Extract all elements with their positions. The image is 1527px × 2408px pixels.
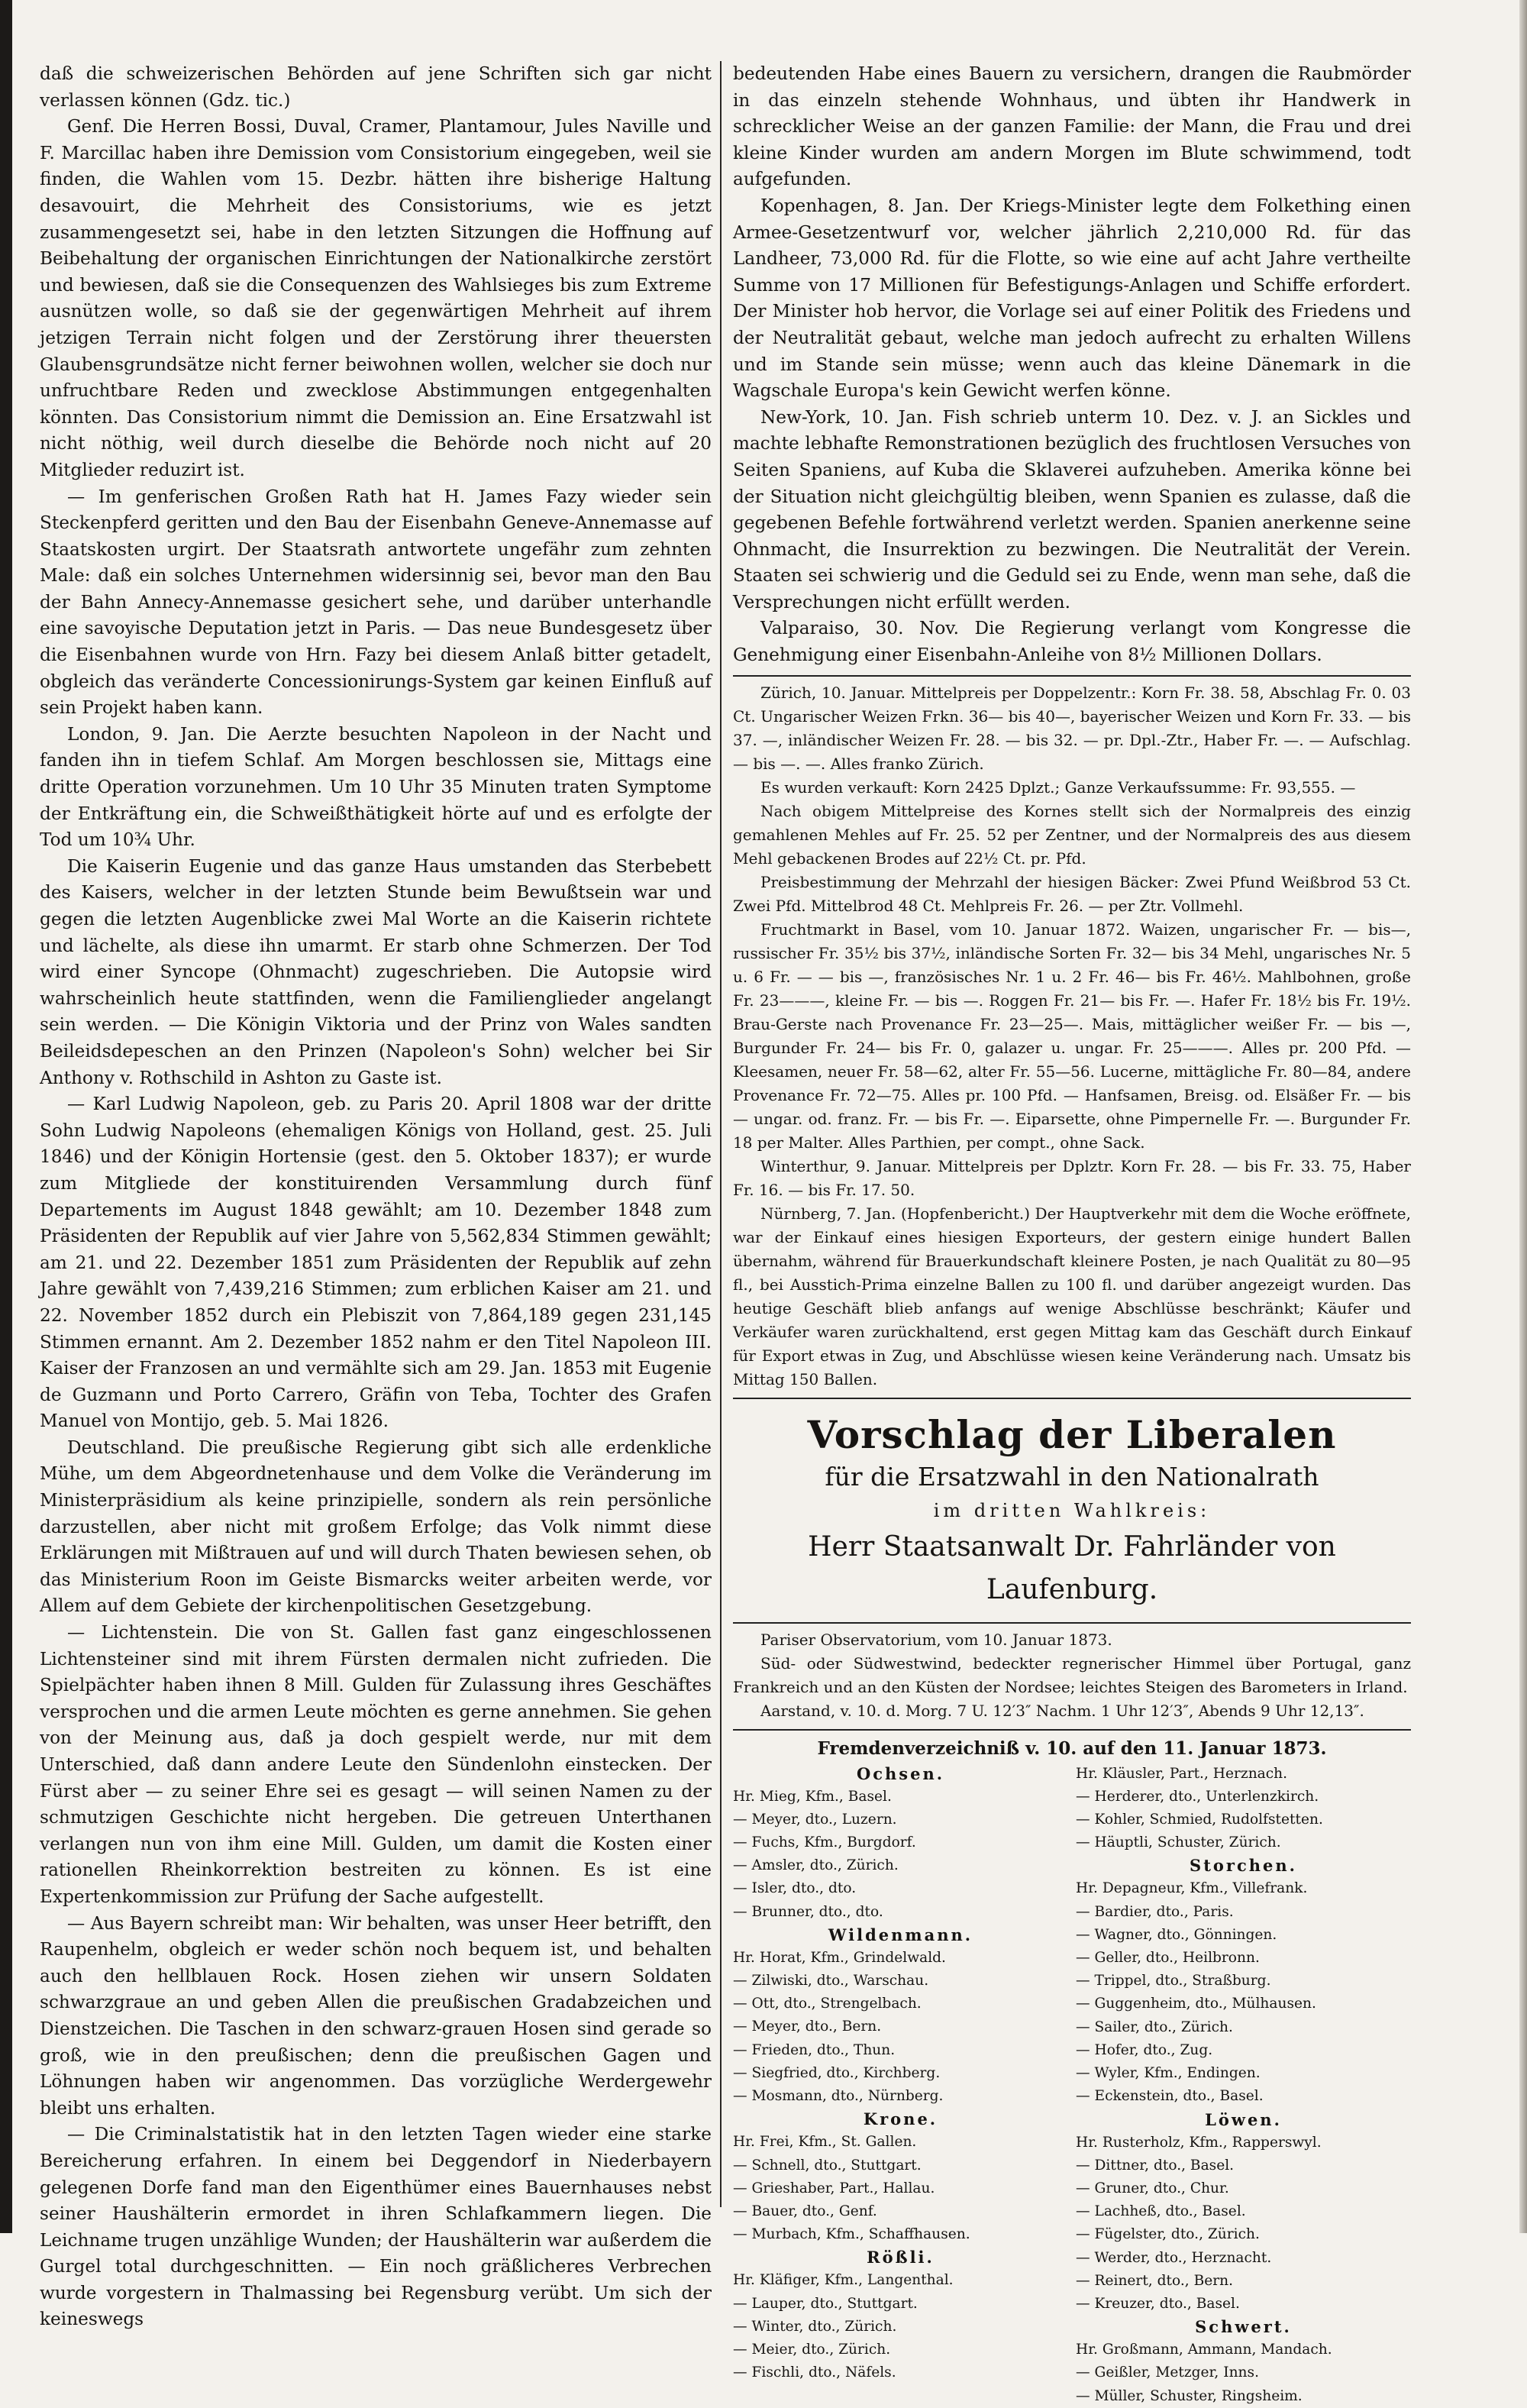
guest-entry: — Müller, Schuster, Ringsheim. <box>1076 2387 1303 2404</box>
guest-entry: — Frieden, dto., Thun. <box>733 2041 896 2058</box>
guest-entry: Hr. Kläusler, Part., Herznach. <box>1076 1765 1288 1782</box>
guest-entry: Hr. Depagneur, Kfm., Villefrank. <box>1076 1880 1308 1897</box>
guest-list-title: Fremdenverzeichniß v. 10. auf den 11. Januar 1873. <box>817 1737 1327 1759</box>
market-report-paragraph: Fruchtmarkt in Basel, vom 10. Januar 1872. Waizen, ungarischer Fr. — bis—, russischer Fr. 35½ bis 37½, inländische Sorten Fr. 32— bis 34 Mehl, ungarisches Nr. 5 u. 6 Fr. — — bis —, französisches Nr. 1 u. 2 Fr. 46— bis Fr. 46½. Mahlbohnen, große Fr. 23———, kleine Fr. — bis —. Roggen Fr. 21— bis Fr. —. Hafer Fr. 18½ bis Fr. 19½. Brau-Gerste nach Provenance Fr. 23—25—. Mais, mittäglicher weißer Fr. — bis —, Burgunder Fr. 24— bis Fr. 0, galazer u. ungar. Fr. 25———. Alles pr. 200 Pfd. — Kleesamen, neuer Fr. 58—62, alter Fr. 55—56. Lucerne, mittägliche Fr. 80—84, andere Provenance Fr. 72—75. Alles pr. 100 Pfd. — Hanfsamen, Breisg. od. Elsäßer Fr. — bis — ungar. od. franz. Fr. — bis Fr. —. Eiparsette, ohne Pimpernelle Fr. —. Burgunder Fr. 18 per Malter. Alles Parthien, per compt., ohne Sack. <box>733 920 1411 1152</box>
article-paragraph: Genf. Die Herren Bossi, Duval, Cramer, Plantamour, Jules Naville und F. Marcillac haben ihre Demission vom Consistorium eingegeben, weil sie finden, die Wahlen vom 15. Dezbr. hätten ihre bisherige Haltung desavouirt, die Mehrheit des Consistoriums, wie es jetzt zusammengesetzt sei, habe in den letzten Sitzungen die Hoffnung auf Beibehaltung der organischen Einrichtungen der Nationalkirche zerstört und bewiesen, daß sie die Consequenzen des Wahlsieges bis zum Extreme ausnützen wolle, so daß sie der gegenwärtigen Mehrheit auf ihrem jetzigen Terrain nicht folgen und der Zerstörung ihrer theuersten Glaubensgrundsätze nicht ferner beiwohnen wollen, welcher sie doch nur unfruchtbare Reden und zwecklose Abstimmungen entgegenhalten könnten. Das Consistorium nimmt die Demission an. Eine Ersatzwahl ist nicht nöthig, weil durch dieselbe die Behörde noch nicht auf 20 Mitglieder reduzirt ist. <box>40 116 712 480</box>
article-paragraph: bedeutenden Habe eines Bauern zu versichern, drangen die Raubmörder in das einzeln stehende Wohnhaus, und übten ihr Handwerk in schrecklicher Weise an der ganzen Familie: der Mann, die Frau und drei kleine Kinder wurden am andern Morgen im Blute schwimmend, todt aufgefunden. <box>733 63 1411 190</box>
guest-entry: Hr. Rusterholz, Kfm., Rapperswyl. <box>1076 2134 1322 2151</box>
guest-entry: — Ott, dto., Strengelbach. <box>733 1996 922 2012</box>
guest-entry: — Geller, dto., Heilbronn. <box>1076 1950 1260 1967</box>
scan-edge-right <box>1519 0 1527 2233</box>
guest-entry: — Trippel, dto., Straßburg. <box>1076 1973 1271 1989</box>
guest-entry: Hr. Kläfiger, Kfm., Langenthal. <box>733 2272 954 2289</box>
market-report-paragraph: Zürich, 10. Januar. Mittelpreis per Doppelzentr.: Korn Fr. 38. 58, Abschlag Fr. 0. 03 Ct. Ungarischer Weizen Frkn. 36— bis 40—, bayerischer Weizen und Korn Fr. 33. — bis 37. —, inländischer Weizen Fr. 28. — bis 32. — pr. Dpl.-Ztr., Haber Fr. —. — Aufschlag. — bis —. —. Alles franko Zürich. <box>733 683 1411 773</box>
guest-entry: — Fuchs, Kfm., Burgdorf. <box>733 1834 916 1851</box>
guest-entry: — Fügelster, dto., Zürich. <box>1076 2226 1260 2243</box>
market-report-paragraph: Winterthur, 9. Januar. Mittelpreis per Dplztr. Korn Fr. 28. — bis Fr. 33. 75, Haber Fr. 16. — bis Fr. 17. 50. <box>733 1156 1411 1199</box>
article-paragraph: Deutschland. Die preußische Regierung gibt sich alle erdenkliche Mühe, um dem Abgeordnetenhause und dem Volke die Veränderung im Ministerpräsidium als keine prinzipielle, sondern als rein persönliche darzustellen, aber nicht mit großem Erfolge; das Volk nimmt diese Erklärungen mit Mißtrauen auf und will durch Thaten bewiesen sehen, ob das Ministerium Roon im Geiste Bismarcks weiter arbeiten werde, vor Allem auf dem Gebiete der kirchenpolitischen Gesetzgebung. <box>40 1437 712 1617</box>
hotel-name: Wildenmann. <box>828 1925 973 1944</box>
weather-paragraph: Süd- oder Südwestwind, bedeckter regnerischer Himmel über Portugal, ganz Frankreich und an den Küsten der Nordsee; leichtes Steigen des Barometers in Irland. <box>733 1653 1411 1696</box>
guest-entry: — Meier, dto., Zürich. <box>733 2341 891 2358</box>
market-report-paragraph: Nürnberg, 7. Jan. (Hopfenbericht.) Der Hauptverkehr mit dem die Woche eröffnete, war der Einkauf eines hiesigen Exporteurs, der gestern einige hundert Ballen übernahm, während für Brauerkundschaft kleinere Posten, je nach Qualität zu 80—95 fl., bei Ausstich-Prima einzelne Ballen zu 100 fl. und darüber angezeigt wurden. Das heutige Geschäft blieb anfangs auf wenige Abschlüsse beschränkt; Käufer und Verkäufer waren zurückhaltend, erst gegen Mittag kam das Geschäft durch Einkauf für Export etwas in Zug, und Abschlüsse wiesen keine Veränderung nach. Umsatz bis Mittag 150 Ballen. <box>733 1204 1411 1388</box>
article-paragraph: — Im genferischen Großen Rath hat H. James Fazy wieder sein Steckenpferd geritten und den Bau der Eisenbahn Geneve-Annemasse auf Staatskosten urgirt. Der Staatsrath antwortete ungefähr zum zehnten Male: daß ein solches Unternehmen widersinnig sei, bevor man den Bau der Bahn Annecy-Annemasse gesichert sehe, und darüber unterhandle eine savoyische Deputation jetzt in Paris. — Das neue Bundesgesetz über die Eisenbahnen wurde von Hrn. Fazy bei diesem Anlaß bitter getadelt, obgleich das veränderte Concessionirungs-System gar keinen Einfluß auf sein Projekt haben kann. <box>40 486 712 719</box>
article-paragraph: — Lichtenstein. Die von St. Gallen fast ganz eingeschlossenen Lichtensteiner sind mit ihrem Fürsten dermalen nicht zufrieden. Die Spielpächter haben ihnen 8 Mill. Gulden für Zulassung ihres Geschäftes versprochen und die armen Leute möchten es gerne annehmen. Sie gehen von der Meinung aus, daß ja doch gespielt werde, nur mit dem Unterschied, daß dann andere Leute den Sündenlohn einstecken. Der Fürst aber — zu seiner Ehre sei es gesagt — will seinen Namen zu der schmutzigen Geschichte nicht hergeben. Die getreuen Unterthanen verlangen nun von ihm eine Mill. Gulden, um damit die Kosten einer rationellen Rheinkorrektion bestreiten zu können. Es ist eine Expertenkommission zur Prüfung der Sache aufgestellt. <box>40 1622 712 1907</box>
guest-entry: Hr. Mieg, Kfm., Basel. <box>733 1788 892 1805</box>
market-report-paragraph: Nach obigem Mittelpreise des Kornes stellt sich der Normalpreis des einzig gemahlenen Mehles auf Fr. 25. 52 per Zentner, und der Normalpreis des aus diesem Mehl gebackenen Brodes auf 22½ Ct. pr. Pfd. <box>733 801 1411 868</box>
ad-title: Vorschlag der Liberalen <box>807 1411 1337 1457</box>
guest-entry: — Grieshaber, Part., Hallau. <box>733 2180 935 2196</box>
guest-entry: — Eckenstein, dto., Basel. <box>1076 2088 1264 2105</box>
article-paragraph: Valparaiso, 30. Nov. Die Regierung verlangt vom Kongresse die Genehmigung einer Eisenbahn-Anleihe von 8½ Millionen Dollars. <box>733 618 1411 666</box>
right-news-section <box>733 61 1411 669</box>
article-paragraph: Die Kaiserin Eugenie und das ganze Haus umstanden das Sterbebett des Kaisers, welcher in der letzten Stunde beim Bewußtsein war und gegen die letzten Augenblicke zwei Mal Worte an die Kaiserin richtete und lächelte, als diese ihn umarmt. Er starb ohne Schmerzen. Der Tod wird einer Syncope (Ohnmacht) zugeschrieben. Die Autopsie wird wahrscheinlich heute stattfinden, wenn die Familienglieder angelangt sein werden. — Die Königin Viktoria und der Prinz von Wales sandten Beileidsdepeschen an den Prinzen (Napoleon's Sohn) welcher bei Sir Anthony v. Rothschild in Ashton zu Gaste ist. <box>40 855 712 1088</box>
market-report-paragraph: Preisbestimmung der Mehrzahl der hiesigen Bäcker: Zwei Pfund Weißbrod 53 Ct. Zwei Pfd. Mittelbrod 48 Ct. Mehlpreis Fr. 26. — per Ztr. Vollmehl. <box>733 872 1411 915</box>
guest-entry: — Kreuzer, dto., Basel. <box>1076 2295 1240 2312</box>
guest-entry: — Werder, dto., Herznacht. <box>1076 2249 1272 2266</box>
article-paragraph: London, 9. Jan. Die Aerzte besuchten Napoleon in der Nacht und fanden ihn in tiefem Schlaf. Am Morgen beschlossen sie, Mittags eine dritte Operation vorzunehmen. Um 10 Uhr 35 Minuten traten Symptome der Entkräftung ein, die Schweißthätigkeit hörte auf und es erfolgte der Tod um 10¾ Uhr. <box>40 723 712 851</box>
hotel-name: Löwen. <box>1205 2109 1282 2129</box>
article-paragraph: — Aus Bayern schreibt man: Wir behalten, was unser Heer betrifft, den Raupenhelm, obgleich er weder schön noch bequem ist, und behalten auch den hellblauen Rock. Hosen ziehen wir unsern Soldaten schwarzgraue an und geben Allen die preußischen Gradabzeichen und Dienstzeichen. Die Taschen in den schwarz-grauen Hosen sind gerade so groß, wie in den preußischen; denn die preußischen Gagen und Löhnungen haben wir angenommen. Das vorzügliche Werdergewehr bleibt uns erhalten. <box>40 1912 712 2119</box>
hotel-name: Schwert. <box>1195 2317 1292 2337</box>
guest-entry: — Schnell, dto., Stuttgart. <box>733 2157 922 2174</box>
weather-paragraph: Pariser Observatorium, vom 10. Januar 1873. <box>760 1630 1112 1649</box>
guest-entry: — Guggenheim, dto., Mülhausen. <box>1076 1996 1316 2012</box>
left-column <box>40 61 712 2330</box>
hotel-name: Ochsen. <box>856 1763 945 1783</box>
hotel-name: Krone. <box>863 2109 938 2129</box>
article-paragraph: — Karl Ludwig Napoleon, geb. zu Paris 20. April 1808 war der dritte Sohn Ludwig Napoleons (ehemaligen Königs von Holland, gest. 25. Juli 1846) und der Königin Hortensie (gest. den 5. Oktober 1837); er wurde zum Mitgliede der konstituirenden Versammlung durch fünf Departements im August 1848 gewählt; am 10. Dezember 1848 zum Präsidenten der Republik auf vier Jahre von 5,562,834 Stimmen gewählt; am 21. und 22. Dezember 1851 zum Präsidenten der Republik auf zehn Jahre gewählt von 7,439,216 Stimmen; zum erblichen Kaiser am 21. und 22. November 1852 durch ein Plebiszit von 7,864,189 gegen 231,145 Stimmen ernannt. Am 2. Dezember 1852 nahm er den Titel Napoleon III. Kaiser der Franzosen an und vermählte sich am 29. Jan. 1853 mit Eugenie de Guzmann und Porto Carrero, Gräfin von Teba, Tochter des Grafen Manuel von Montijo, geb. 5. Mai 1826. <box>40 1094 712 1432</box>
guest-entry: — Kohler, Schmied, Rudolfstetten. <box>1076 1812 1323 1828</box>
guest-entry: — Murbach, Kfm., Schaffhausen. <box>733 2226 970 2243</box>
guest-list-right <box>1076 1763 1411 2408</box>
guest-list-left <box>733 1763 1068 2408</box>
ad-district: im dritten Wahlkreis: <box>933 1499 1211 1521</box>
section-rule <box>733 1622 1411 1624</box>
weather-report <box>733 1628 1411 1723</box>
guest-entry: — Gruner, dto., Chur. <box>1076 2180 1229 2196</box>
guest-entry: — Häuptli, Schuster, Zürich. <box>1076 1834 1281 1851</box>
guest-entry: Hr. Horat, Kfm., Grindelwald. <box>733 1949 946 1966</box>
weather-paragraph: Aarstand, v. 10. d. Morg. 7 U. 12′3″ Nachm. 1 Uhr 12′3″, Abends 9 Uhr 12,13″. <box>760 1701 1364 1720</box>
hotel-name: Storchen. <box>1190 1856 1297 1876</box>
guest-entry: — Mosmann, dto., Nürnberg. <box>733 2088 944 2105</box>
section-rule <box>733 1398 1411 1399</box>
ad-candidate: Herr Staatsanwalt Dr. Fahrländer von Laufenburg. <box>808 1530 1336 1605</box>
guest-entry: — Wagner, dto., Gönningen. <box>1076 1926 1277 1943</box>
guest-entry: — Fischli, dto., Näfels. <box>733 2364 896 2381</box>
article-paragraph: daß die schweizerischen Behörden auf jene Schriften sich gar nicht verlassen können (Gdz. tic.) <box>40 63 712 111</box>
guest-entry: — Hofer, dto., Zug. <box>1076 2041 1213 2058</box>
section-rule <box>733 1729 1411 1731</box>
guest-entry: — Wyler, Kfm., Endingen. <box>1076 2065 1261 2082</box>
ad-subtitle: für die Ersatzwahl in den Nationalrath <box>825 1461 1319 1492</box>
guest-entry: — Meyer, dto., Bern. <box>733 2019 882 2035</box>
section-rule <box>733 675 1411 677</box>
guest-entry: — Lachheß, dto., Basel. <box>1076 2203 1246 2220</box>
guest-entry: — Sailer, dto., Zürich. <box>1076 2019 1233 2035</box>
guest-entry: — Geißler, Metzger, Inns. <box>1076 2364 1259 2381</box>
guest-entry: — Bardier, dto., Paris. <box>1076 1903 1234 1920</box>
guest-entry: Hr. Frei, Kfm., St. Gallen. <box>733 2134 917 2151</box>
guest-entry: — Isler, dto., dto. <box>733 1880 857 1897</box>
scan-edge-left <box>0 0 12 2233</box>
article-paragraph: — Die Criminalstatistik hat in den letzten Tagen wieder eine starke Bereicherung erfahren. In einem bei Deggendorf in Niederbayern gelegenen Dorfe fand man den Eigenthümer eines Bauernhauses nebst seiner Haushälterin ermordet in ihren Schlafkammern liegen. Die Leichname trugen unzählige Wunden; der Haushälterin war außerdem die Gurgel total durchgeschnitten. — Ein noch gräßlicheres Verbrechen wurde vorgestern in Thalmassing bei Regensburg verübt. Um sich der keineswegs <box>40 2124 712 2330</box>
guest-entry: — Meyer, dto., Luzern. <box>733 1811 897 1828</box>
article-paragraph: New-York, 10. Jan. Fish schrieb unterm 10. Dez. v. J. an Sickles und machte lebhafte Remonstrationen bezüglich des fruchtlosen Versuches von Seiten Spaniens, auf Kuba die Sklaverei aufzuheben. Amerika könne bei der Situation nicht gleichgültig bleiben, wenn Spanien es zulasse, daß die gegebenen Befehle fortwährend verletzt werden. Spanien anerkenne seine Ohnmacht, die Insurrektion zu bezwingen. Die Neutralität der Verein. Staaten sei schwierig und die Geduld sei zu Ende, wenn man sehe, daß die Versprechungen nicht erfüllt werden. <box>733 406 1411 613</box>
guest-entry: Hr. Großmann, Ammann, Mandach. <box>1076 2342 1332 2358</box>
guest-entry: — Zilwiski, dto., Warschau. <box>733 1973 929 1989</box>
election-advertisement <box>733 1404 1411 1616</box>
market-reports <box>733 681 1411 1391</box>
guest-entry: — Siegfried, dto., Kirchberg. <box>733 2064 941 2081</box>
column-divider <box>720 61 722 2207</box>
guest-list <box>733 1735 1411 2408</box>
guest-entry: — Lauper, dto., Stuttgart. <box>733 2295 918 2312</box>
hotel-name: Rößli. <box>867 2248 935 2267</box>
guest-entry: — Herderer, dto., Unterlenzkirch. <box>1076 1788 1319 1805</box>
market-report-paragraph: Es wurden verkauft: Korn 2425 Dplzt.; Ganze Verkaufssumme: Fr. 93,555. — <box>760 777 1356 797</box>
guest-entry: — Bauer, dto., Genf. <box>733 2203 877 2219</box>
article-paragraph: Kopenhagen, 8. Jan. Der Kriegs-Minister legte dem Folkething einen Armee-Gesetzentwurf vor, welcher jährlich 2,210,000 Rd. für das Landheer, 73,000 Rd. für die Flotte, so wie eine auf acht Jahre vertheilte Summe von 17 Millionen für Befestigungs-Anlagen und Schiffe erfordert. Der Minister hob hervor, die Vorlage sei auf einer Politik des Friedens und der Neutralität gebaut, welche man jedoch aufrecht zu erhalten Willens und im Stande sein müsse; wenn auch das kleine Dänemark in die Wagschale Europa's kein Gewicht werfen könne. <box>733 195 1411 402</box>
guest-entry: — Dittner, dto., Basel. <box>1076 2157 1235 2174</box>
guest-entry: — Reinert, dto., Bern. <box>1076 2272 1234 2289</box>
guest-entry: — Brunner, dto., dto. <box>733 1903 883 1920</box>
guest-entry: — Winter, dto., Zürich. <box>733 2318 897 2335</box>
right-column <box>733 61 1411 2404</box>
guest-entry: — Amsler, dto., Zürich. <box>733 1857 899 1874</box>
